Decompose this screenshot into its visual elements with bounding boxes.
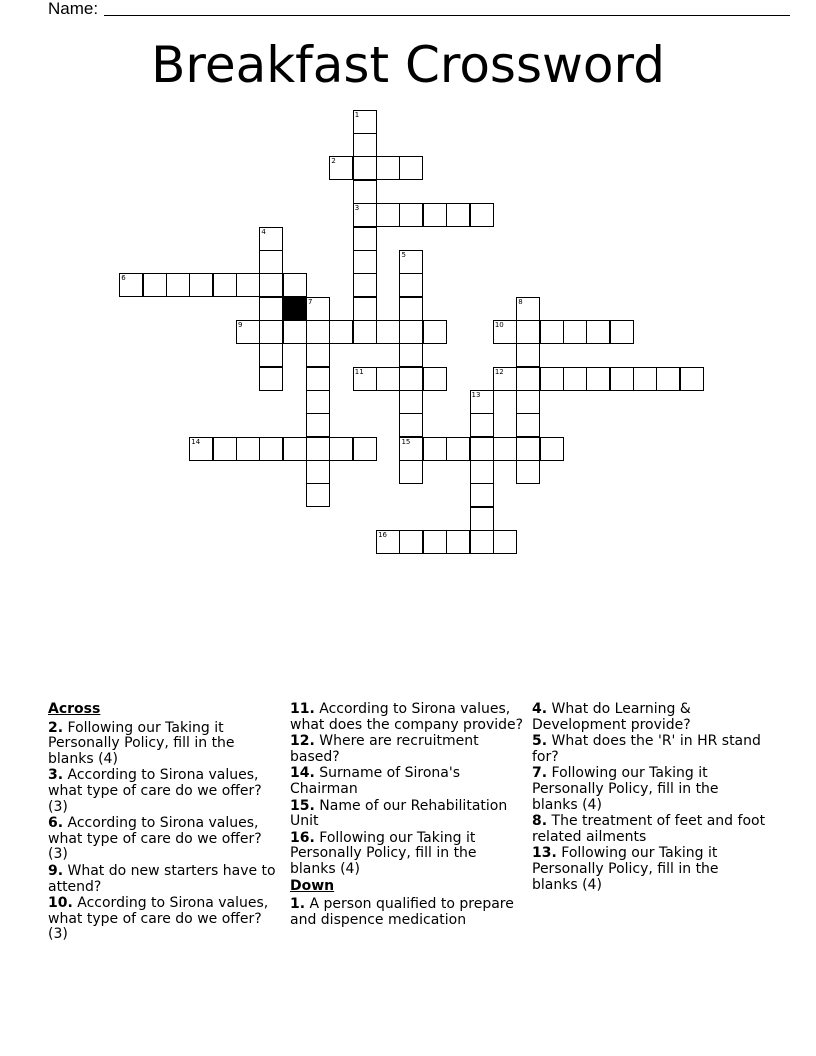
grid-cell[interactable]	[423, 530, 447, 554]
grid-cell[interactable]	[306, 343, 330, 367]
grid-cell[interactable]	[399, 273, 423, 297]
grid-cell[interactable]	[119, 273, 143, 297]
clue-item	[532, 766, 768, 813]
cell-number: 2	[331, 157, 336, 166]
cell-number: 8	[518, 297, 523, 306]
grid-cell[interactable]	[446, 437, 470, 461]
cell-number: 1	[354, 110, 360, 119]
grid-cell[interactable]	[283, 273, 307, 297]
grid-cell[interactable]	[376, 367, 400, 391]
grid-cell[interactable]	[259, 320, 283, 344]
clues-column-3	[532, 702, 768, 894]
clue-text: What do Learning & Development provide?	[532, 701, 691, 733]
clue-item	[290, 766, 526, 797]
clue-number: 1.	[290, 896, 306, 913]
grid-cell[interactable]	[563, 320, 587, 344]
cell-number: 16	[378, 531, 388, 540]
clues-column-1	[48, 702, 284, 944]
grid-cell[interactable]	[540, 367, 564, 391]
grid-cell[interactable]	[259, 343, 283, 367]
grid-cell[interactable]	[399, 297, 423, 321]
grid-cell[interactable]	[586, 320, 610, 344]
clue-number: 7.	[532, 765, 548, 782]
grid-cell[interactable]	[259, 273, 283, 297]
across-heading: Across	[48, 701, 101, 717]
clue-text: Surname of Sirona's Chairman	[290, 765, 461, 797]
grid-cell[interactable]	[306, 483, 330, 507]
grid-cell[interactable]	[259, 297, 283, 321]
grid-cell[interactable]	[399, 320, 423, 344]
grid-cell[interactable]	[540, 320, 564, 344]
grid-cell[interactable]	[376, 530, 400, 554]
clue-item	[290, 799, 526, 830]
grid-cell[interactable]	[353, 156, 377, 180]
grid-cell[interactable]	[329, 437, 353, 461]
grid-cell[interactable]	[306, 413, 330, 437]
grid-cell[interactable]	[446, 530, 470, 554]
grid-cell[interactable]	[399, 367, 423, 391]
grid-cell[interactable]	[399, 343, 423, 367]
cell-number: 14	[191, 437, 201, 446]
grid-cell[interactable]	[353, 110, 377, 134]
clue-item	[532, 846, 768, 893]
grid-cell[interactable]	[470, 413, 494, 437]
clue-item	[532, 702, 768, 733]
grid-cell[interactable]	[516, 367, 540, 391]
clue-item	[532, 814, 768, 845]
cell-number: 7	[308, 297, 313, 306]
grid-cell[interactable]	[516, 460, 540, 484]
grid-cell[interactable]	[423, 367, 447, 391]
clue-text: Where are recruitment based?	[290, 733, 479, 765]
cell-number: 10	[494, 320, 504, 329]
page-title: Breakfast Crossword	[151, 36, 665, 94]
grid-cell[interactable]	[143, 273, 167, 297]
grid-cell[interactable]	[610, 320, 634, 344]
grid-cell[interactable]	[306, 297, 330, 321]
clue-number: 6.	[48, 815, 64, 832]
grid-cell[interactable]	[306, 437, 330, 461]
clue-text: What does the 'R' in HR stand for?	[532, 733, 761, 765]
grid-cell[interactable]	[376, 156, 400, 180]
clue-number: 9.	[48, 862, 64, 879]
grid-cell[interactable]	[259, 367, 283, 391]
grid-cell[interactable]	[329, 156, 353, 180]
grid-cell[interactable]	[399, 250, 423, 274]
clue-item	[48, 768, 284, 815]
grid-cell[interactable]	[399, 413, 423, 437]
clue-number: 10.	[48, 895, 73, 912]
grid-cell[interactable]	[423, 437, 447, 461]
grid-cell[interactable]	[470, 390, 494, 414]
clue-number: 12.	[290, 733, 315, 750]
grid-cell[interactable]	[283, 437, 307, 461]
grid-cell[interactable]	[493, 320, 517, 344]
grid-cell[interactable]	[399, 460, 423, 484]
grid-cell[interactable]	[470, 507, 494, 531]
clue-item	[48, 896, 284, 943]
clue-text: Name of our Rehabilitation Unit	[290, 797, 508, 830]
grid-cell[interactable]	[610, 367, 634, 391]
grid-cell[interactable]	[656, 367, 680, 391]
clue-item	[290, 702, 526, 733]
clue-number: 8.	[532, 813, 548, 830]
clue-item	[290, 734, 526, 765]
down-heading: Down	[290, 877, 335, 894]
grid-cell[interactable]	[283, 320, 307, 344]
grid-cell[interactable]	[470, 203, 494, 227]
grid-cell[interactable]	[399, 530, 423, 554]
cell-number: 9	[238, 320, 243, 329]
grid-cell[interactable]	[353, 227, 377, 251]
clue-text: Following our Taking it Personally Policy, fill in the blanks (4)	[532, 845, 719, 893]
grid-cell[interactable]	[376, 320, 400, 344]
clue-number: 13.	[532, 845, 557, 862]
grid-cell[interactable]	[516, 413, 540, 437]
grid-cell[interactable]	[470, 460, 494, 484]
grid-cell[interactable]	[423, 203, 447, 227]
grid-cell[interactable]	[353, 180, 377, 204]
clue-item	[532, 734, 768, 765]
cell-number: 13	[471, 390, 481, 399]
grid-cell[interactable]	[236, 437, 260, 461]
grid-cell[interactable]	[259, 227, 283, 251]
clue-number: 16.	[290, 829, 315, 846]
grid-cell[interactable]	[470, 530, 494, 554]
cell-number: 5	[401, 250, 406, 259]
clue-item	[48, 864, 284, 895]
clues-column-2	[290, 702, 526, 929]
grid-cell[interactable]	[680, 367, 704, 391]
grid-cell[interactable]	[353, 367, 377, 391]
cell-number: 6	[121, 274, 126, 283]
clue-number: 11.	[290, 701, 315, 717]
grid-cell[interactable]	[353, 320, 377, 344]
clue-number: 2.	[48, 719, 64, 736]
grid-cell[interactable]	[516, 343, 540, 367]
clue-number: 3.	[48, 767, 64, 784]
grid-cell[interactable]	[189, 273, 213, 297]
clue-number: 5.	[532, 733, 548, 750]
clue-text: According to Sirona values, what does the company provide?	[290, 701, 524, 733]
clue-text: According to Sirona values, what type of care do we offer? (3)	[48, 895, 269, 943]
grid-cell[interactable]	[329, 320, 353, 344]
grid-cell[interactable]	[470, 483, 494, 507]
cell-number: 3	[354, 204, 360, 213]
grid-cell[interactable]	[236, 320, 260, 344]
grid-cell[interactable]	[306, 367, 330, 391]
clue-item	[48, 721, 284, 768]
grid-cell[interactable]	[493, 367, 517, 391]
grid-cell[interactable]	[633, 367, 657, 391]
grid-cell[interactable]	[516, 390, 540, 414]
cell-number: 12	[494, 367, 504, 376]
grid-cell[interactable]	[516, 437, 540, 461]
clue-text: Following our Taking it Personally Policy, fill in the blanks (4)	[48, 719, 235, 767]
clue-number: 14.	[290, 765, 315, 782]
clue-number: 15.	[290, 797, 315, 814]
grid-cell[interactable]	[563, 367, 587, 391]
cell-number: 4	[261, 227, 266, 236]
grid-cell[interactable]	[353, 250, 377, 274]
name-label: Name:	[48, 0, 99, 18]
grid-cell[interactable]	[353, 273, 377, 297]
grid-cell[interactable]	[516, 297, 540, 321]
grid-cell[interactable]	[470, 437, 494, 461]
grid-cell[interactable]	[306, 390, 330, 414]
grid-cell[interactable]	[166, 273, 190, 297]
clue-item	[48, 816, 284, 863]
grid-cell[interactable]	[353, 203, 377, 227]
clue-text: According to Sirona values, what type of care do we offer? (3)	[48, 767, 262, 815]
grid-cell[interactable]	[376, 203, 400, 227]
grid-cell[interactable]	[586, 367, 610, 391]
clue-text: Following our Taking it Personally Policy, fill in the blanks (4)	[290, 829, 477, 877]
grid-cell[interactable]	[353, 437, 377, 461]
clue-item	[290, 897, 526, 928]
clue-item	[290, 831, 526, 878]
grid-cell[interactable]	[213, 437, 237, 461]
clue-number: 4.	[532, 701, 548, 717]
grid-cell[interactable]	[540, 437, 564, 461]
black-cell	[283, 297, 307, 321]
clue-text: Following our Taking it Personally Policy, fill in the blanks (4)	[532, 765, 719, 813]
grid-cell[interactable]	[236, 273, 260, 297]
grid-cell[interactable]	[259, 250, 283, 274]
grid-cell[interactable]	[353, 297, 377, 321]
grid-cell[interactable]	[399, 203, 423, 227]
grid-cell[interactable]	[399, 156, 423, 180]
grid-cell[interactable]	[516, 320, 540, 344]
grid-cell[interactable]	[423, 320, 447, 344]
grid-cell[interactable]	[399, 437, 423, 461]
grid-cell[interactable]	[306, 460, 330, 484]
clue-text: According to Sirona values, what type of care do we offer? (3)	[48, 815, 262, 863]
cell-number: 15	[401, 437, 411, 446]
clue-text: The treatment of feet and foot related ailments	[532, 813, 766, 845]
grid-cell[interactable]	[493, 530, 517, 554]
grid-cell[interactable]	[259, 437, 283, 461]
clue-text: What do new starters have to attend?	[48, 862, 276, 895]
grid-cell[interactable]	[493, 437, 517, 461]
clue-text: A person qualified to prepare and dispence medication	[290, 896, 514, 928]
grid-cell[interactable]	[399, 390, 423, 414]
grid-cell[interactable]	[446, 203, 470, 227]
grid-cell[interactable]	[213, 273, 237, 297]
grid-cell[interactable]	[353, 133, 377, 157]
grid-cell[interactable]	[189, 437, 213, 461]
cell-number: 11	[354, 367, 364, 376]
grid-cell[interactable]	[306, 320, 330, 344]
